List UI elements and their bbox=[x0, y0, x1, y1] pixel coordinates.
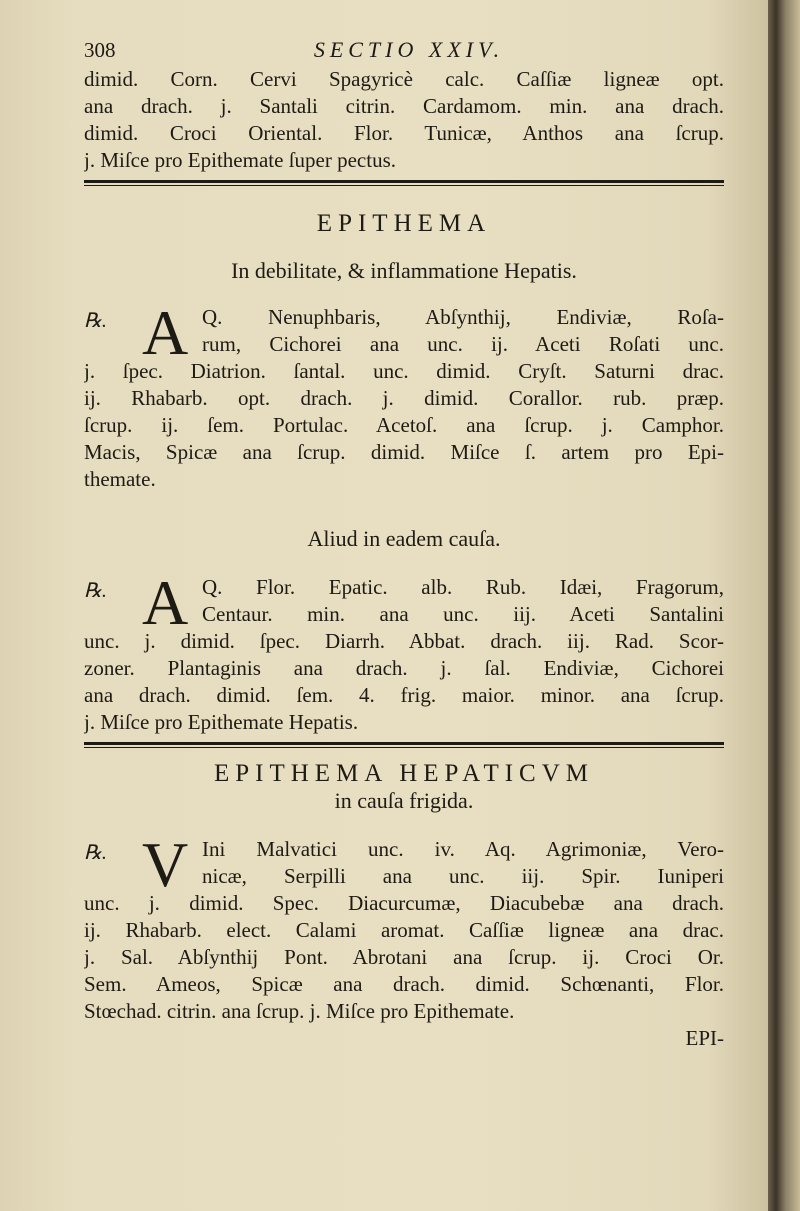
text-line: ij. Rhabarb. elect. Calami aromat. Caſſiæ ligneæ ana drac. bbox=[84, 918, 724, 942]
text-line: j. Miſce pro Epithemate ſuper pectus. bbox=[84, 148, 396, 172]
section-subtitle: Aliud in eadem cauſa. bbox=[307, 526, 501, 551]
text-line: unc. j. dimid. Spec. Diacurcumæ, Diacubebæ ana drach. bbox=[84, 891, 724, 915]
running-head: SECTIO XXIV. bbox=[313, 37, 505, 62]
drop-cap: V bbox=[142, 829, 189, 900]
drop-cap: A bbox=[142, 567, 189, 638]
recipe-paragraph bbox=[84, 567, 724, 736]
drop-cap: A bbox=[142, 297, 189, 368]
recipe-sign: ℞. bbox=[84, 310, 107, 332]
page-content bbox=[84, 36, 724, 1052]
text-line: j. Miſce pro Epithemate Hepatis. bbox=[84, 710, 359, 734]
recipe-sign: ℞. bbox=[84, 842, 107, 864]
recipe-paragraph bbox=[84, 297, 724, 493]
text-line: themate. bbox=[84, 467, 156, 491]
continuation-text bbox=[84, 66, 724, 174]
text-line: Q. Nenuphbaris, Abſynthij, Endiviæ, Roſa- bbox=[202, 305, 724, 329]
catchword: EPI- bbox=[685, 1026, 724, 1050]
recipe-paragraph bbox=[84, 829, 724, 1025]
section-subtitle: in cauſa frigida. bbox=[334, 788, 474, 813]
text-line: Macis, Spicæ ana ſcrup. dimid. Miſce ſ. artem pro Epi- bbox=[84, 440, 724, 464]
text-line: ſcrup. ij. ſem. Portulac. Acetoſ. ana ſcrup. j. Camphor. bbox=[84, 413, 724, 437]
text-line: j. Sal. Abſynthij Pont. Abrotani ana ſcrup. ij. Croci Or. bbox=[84, 945, 724, 969]
text-line: Ini Malvatici unc. iv. Aq. Agrimoniæ, Vero- bbox=[202, 837, 724, 861]
text-line: j. ſpec. Diatrion. ſantal. unc. dimid. Cryſt. Saturni drac. bbox=[84, 359, 724, 383]
text-line: nicæ, Serpilli ana unc. iij. Spir. Iuniperi bbox=[202, 864, 724, 888]
text-line: unc. j. dimid. ſpec. Diarrh. Abbat. drach. iij. Rad. Scor- bbox=[84, 629, 724, 653]
text-line: ana drach. dimid. ſem. 4. frig. maior. minor. ana ſcrup. bbox=[84, 683, 724, 707]
text-line: Sem. Ameos, Spicæ ana drach. dimid. Schœnanti, Flor. bbox=[84, 972, 724, 996]
section-subtitle: In debilitate, & inflammatione Hepatis. bbox=[231, 258, 577, 283]
section-title: EPITHEMA bbox=[316, 210, 492, 237]
text-line: ana drach. j. Santali citrin. Cardamom. min. ana drach. bbox=[84, 94, 724, 118]
page-number: 308 bbox=[84, 38, 116, 62]
page-header bbox=[84, 36, 724, 66]
section-title: EPITHEMA HEPATICVM bbox=[213, 760, 595, 787]
text-line: Q. Flor. Epatic. alb. Rub. Idæi, Fragorum, bbox=[202, 575, 724, 599]
text-line: rum, Cichorei ana unc. ij. Aceti Roſati unc. bbox=[202, 332, 724, 356]
text-line: Stœchad. citrin. ana ſcrup. j. Miſce pro Epithemate. bbox=[84, 999, 515, 1023]
book-gutter bbox=[768, 0, 800, 1211]
text-line: Centaur. min. ana unc. iij. Aceti Santalini bbox=[202, 602, 724, 626]
text-line: dimid. Corn. Cervi Spagyricè calc. Caſſiæ ligneæ opt. bbox=[84, 67, 724, 91]
text-line: ij. Rhabarb. opt. drach. j. dimid. Corallor. rub. præp. bbox=[84, 386, 724, 410]
text-line: dimid. Croci Oriental. Flor. Tunicæ, Anthos ana ſcrup. bbox=[84, 121, 724, 145]
text-line: zoner. Plantaginis ana drach. j. ſal. Endiviæ, Cichorei bbox=[84, 656, 724, 680]
recipe-sign: ℞. bbox=[84, 580, 107, 602]
